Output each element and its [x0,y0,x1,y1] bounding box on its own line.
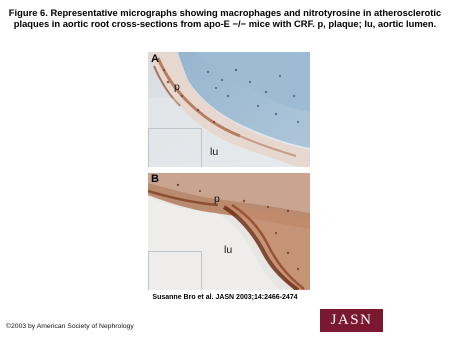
copyright-notice: ©2003 by American Society of Nephrology [6,323,134,330]
panel-b-lumen-label: lu [224,244,233,256]
figure-citation: Susanne Bro et al. JASN 2003;14:2466-2474 [152,294,298,301]
figure-caption: Figure 6. Representative micrographs showing macrophages and nitrotyrosine in atherosclerotic plaques in aortic root cross-sections from apo-E −/− mice with CRF. p, plaque; lu, aortic lumen. [8,7,442,30]
panel-b-plaque-label: p [214,193,220,205]
micrograph-panel-b [148,173,310,290]
micrograph-a-inset [148,128,202,167]
panel-b-label: B [151,173,159,185]
micrograph-b-inset [148,251,202,290]
panel-a-plaque-label: p [174,81,180,93]
panel-a-label: A [151,53,159,65]
panel-a-lumen-label: lu [210,146,219,158]
inset-b-image [149,252,202,290]
jasn-logo-text: JASN [330,312,373,328]
micrograph-panel-a [148,52,310,167]
inset-a-image [149,129,202,167]
jasn-logo [320,309,383,332]
